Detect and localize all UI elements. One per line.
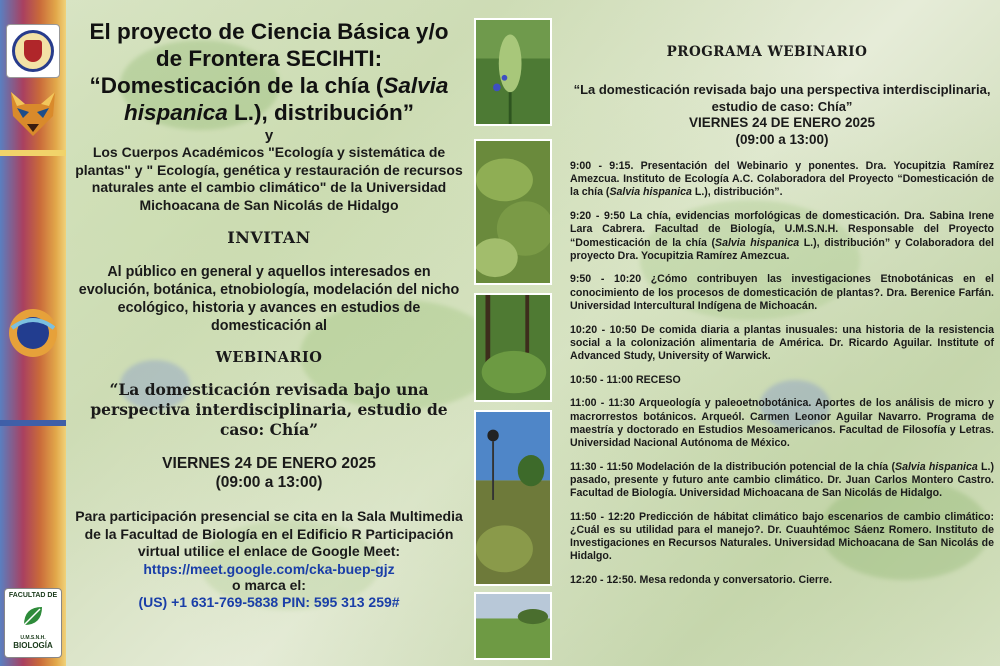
chia-bush-photo: [474, 139, 552, 285]
schedule-item-text: 9:20 - 9:50 La chía, evidencias morfológicas de domesticación. Dra. Sabina Irene Lara Cabrera. Facultad de Biología, U.M.S.N.H. Responsable del Proyecto “Domesticación de la chía (: [570, 210, 994, 249]
schedule-item: [570, 324, 994, 364]
schedule-item: [570, 273, 994, 313]
invite-heading: INVITAN: [227, 228, 311, 247]
schedule-item: [570, 210, 994, 263]
audience-text: Al público en general y aquellos interesados en evolución, botánica, etnobiología, modelación del nicho ecológico, historia y avances en estudios de domesticación al: [78, 264, 460, 334]
bio-logo-mid: U.M.S.N.H.: [20, 635, 46, 641]
schedule-item: [570, 574, 994, 587]
ribbon-stripe: [0, 420, 66, 426]
program-column: [570, 44, 994, 587]
species-name: Salvia hispanica: [609, 186, 692, 199]
schedule-item: [570, 160, 994, 200]
and-connector: y: [264, 127, 274, 144]
invitation-column: [70, 18, 468, 610]
title-line: El proyecto de Ciencia Básica y/o: [89, 19, 449, 44]
venue-text: Para participación presencial se cita en la Sala Multimedia de la Facultad de Biología en el Edificio R Participación virtual utilice el enlace de Google Meet:: [75, 508, 463, 559]
schedule-item-text: 10:20 - 10:50 De comida diaria a plantas inusuales: una historia de la resistencia social a la colonización alimentaria de América. Dr. Ricardo Aguilar. Institute of Advanced Study, University of Warwick.: [570, 323, 994, 362]
title-line: hispanica L.), distribución”: [123, 100, 415, 125]
schedule-item-text: L.), distribución” y Colaboradora del proyecto Dra. Yocupitzia Ramírez Amezcua.: [570, 236, 994, 262]
academic-bodies-text: Los Cuerpos Académicos "Ecología y sistemática de plantas" y " Ecología, genética y restauración de recursos naturales ante el cambio climático" de la Universidad Michoacana de San Nicolás de Hidalgo: [75, 144, 463, 213]
schedule-item: [570, 461, 994, 501]
species-name: Salvia hispanica: [895, 460, 978, 473]
dial-text: o marca el:: [232, 576, 306, 593]
university-seal-logo: [6, 24, 60, 78]
forest-plant-photo: [474, 293, 552, 402]
event-time: (09:00 a 13:00): [215, 474, 323, 491]
schedule-item-text: 11:00 - 11:30 Arqueología y paleoetnobotánica. Aportes de los análisis de micro y macrorrestos botánicos. Arqueól. Carmen Leonor Aguilar Navarro. Programa de maestría y doctorado en Estudios Mesoamericanos. Facultad de Filosofía y Letras. Universidad Nacional Autónoma de México.: [570, 397, 994, 449]
species-name: Salvia hispanica: [715, 236, 800, 249]
bio-logo-top: FACULTAD DE: [8, 592, 58, 599]
dial-in-number: (US) +1 631-769-5838 PIN: 595 313 259#: [138, 594, 400, 610]
schedule-item: [570, 397, 994, 450]
hillside-field-photo: [474, 410, 552, 586]
talk-title: “La domesticación revisada bajo una perspectiva interdisciplinaria, estudio de caso: Chía”: [90, 380, 448, 439]
schedule-item-text: L.) pasado, presente y futuro ante cambio climático. Dr. Juan Carlos Montero Castro. Facultad de Biología. Universidad Michoacana de San Nicolás de Hidalgo.: [570, 460, 994, 500]
event-date: VIERNES 24 DE ENERO 2025: [162, 455, 376, 472]
wildcat-emblem-icon: [5, 86, 61, 142]
title-line: de Frontera SECIHTI:: [155, 46, 383, 71]
schedule-item: [570, 511, 994, 564]
meet-link[interactable]: https://meet.google.com/cka-buep-gjz: [143, 560, 395, 577]
title-line: “Domesticación de la chía (Salvia: [89, 73, 449, 98]
schedule-item-text: 11:30 - 11:50 Modelación de la distribución potencial de la chía (: [570, 460, 895, 473]
project-title: [70, 18, 468, 126]
schedule-item-text: 10:50 - 11:00 RECESO: [570, 373, 681, 386]
program-schedule: [570, 160, 994, 587]
program-date: VIERNES 24 DE ENERO 2025: [688, 115, 876, 130]
schedule-item: [570, 374, 994, 387]
webinar-heading: WEBINARIO: [215, 349, 323, 366]
leaf-icon: [20, 603, 46, 629]
schedule-item-text: 11:50 - 12:20 Predicción de hábitat climático bajo escenarios de cambio climático: ¿Cuál es su utilidad para el manejo?. Dr. Cuauhtémoc Sáenz Romero. Instituto de Investigaciones en Recursos Naturales. Universidad Michoacana de San Nicolás de Hidalgo.: [570, 510, 994, 563]
program-time: (09:00 a 13:00): [735, 131, 829, 147]
program-talk-title: “La domesticación revisada bajo una perspectiva interdisciplinaria, estudio de caso: Chía”: [573, 82, 991, 114]
schedule-item-text: 12:20 - 12:50. Mesa redonda y conversatorio. Cierre.: [570, 574, 833, 587]
program-heading: PROGRAMA WEBINARIO: [666, 44, 868, 60]
schedule-item-text: L.), distribución”.: [691, 186, 783, 199]
schedule-item-text: 9:50 - 10:20 ¿Cómo contribuyen las investigaciones Etnobotánicas en el conocimiento de los procesos de domesticación de plantas?. Dra. Berenice Farfán. Universidad Intercultural Indígena de Michoacán.: [570, 273, 994, 312]
schedule-item-text: 9:00 - 9:15. Presentación del Webinario y ponentes. Dra. Yocupitzia Ramírez Amezcua. Instituto de Ecología A.C. Colaboradora del Proyecto “Domesticación de la chía (: [570, 160, 994, 199]
crop-field-photo: [474, 592, 552, 660]
faculty-biology-logo: [4, 588, 62, 658]
bio-logo-bottom: BIOLOGÍA: [13, 641, 53, 650]
ribbon-stripe: [0, 150, 66, 156]
chia-flower-photo: [474, 18, 552, 126]
academic-circle-logo: [6, 306, 60, 360]
